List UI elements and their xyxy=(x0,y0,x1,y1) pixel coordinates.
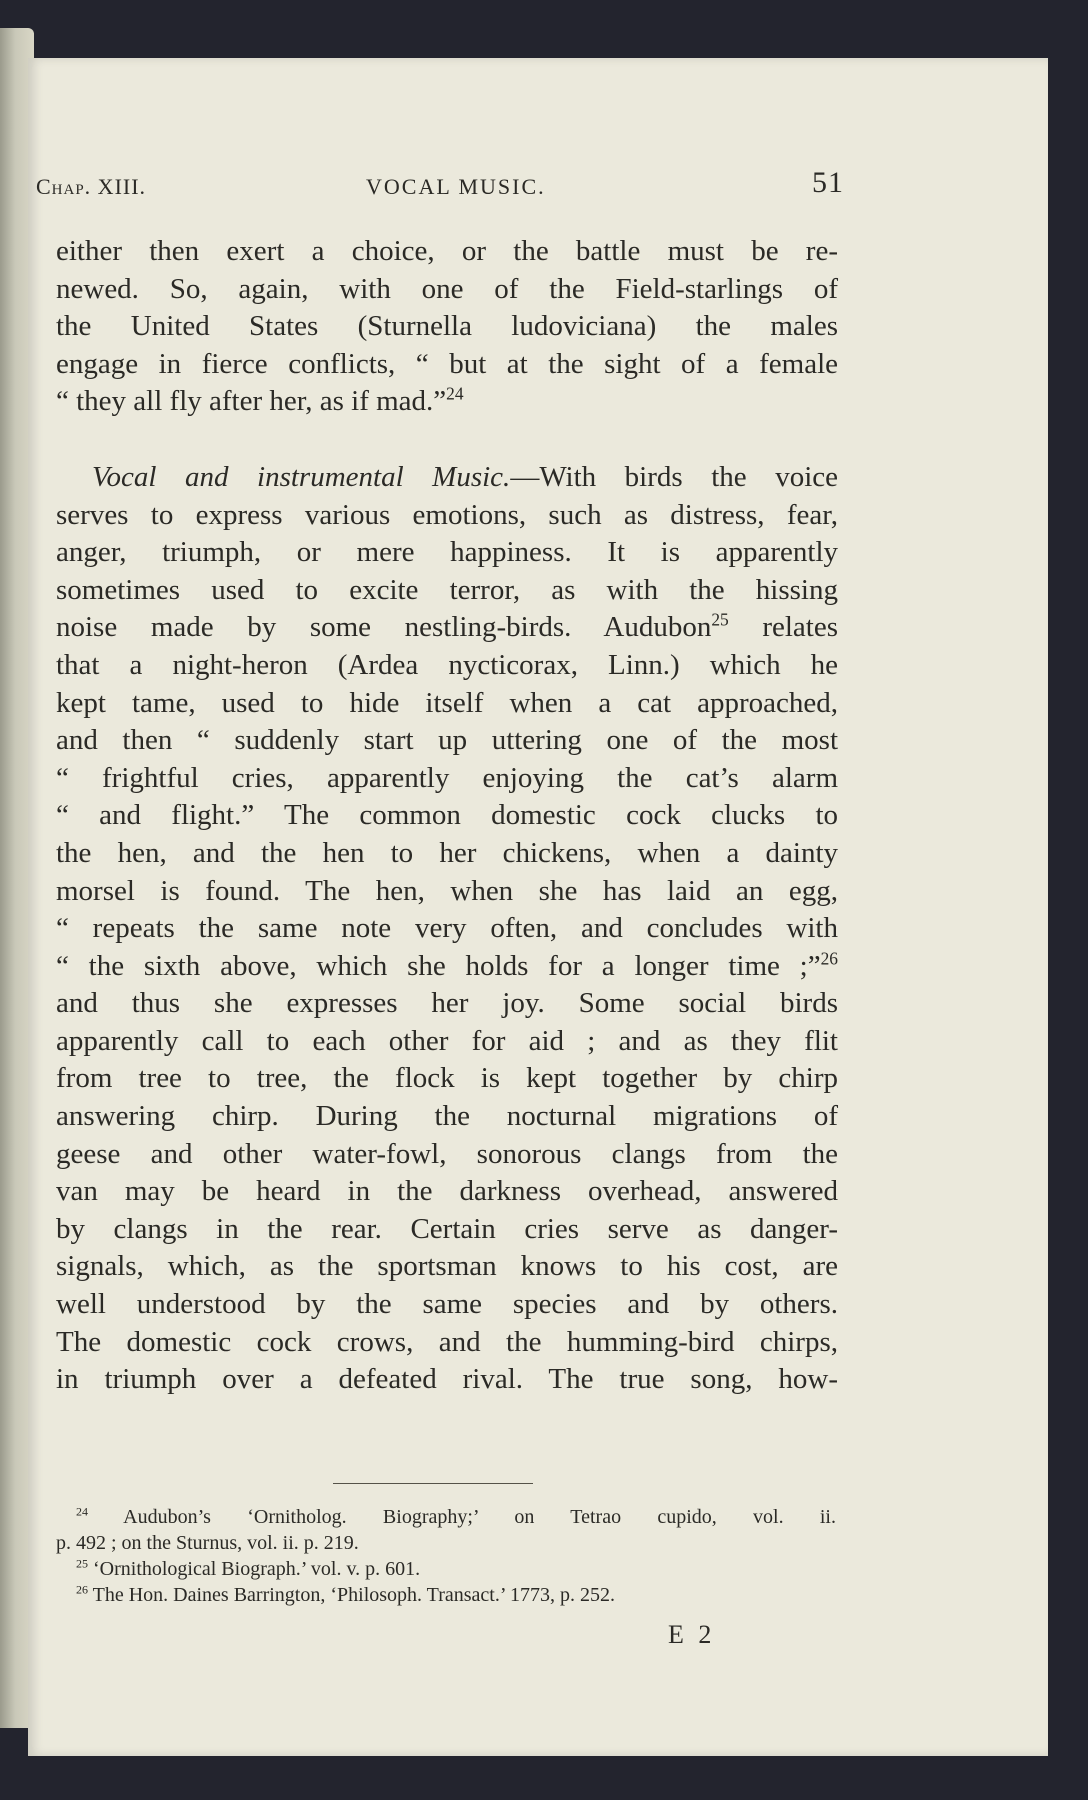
text-line: anger, triumph, or mere happiness. It is apparently xyxy=(56,536,838,569)
book-page xyxy=(28,58,1048,1756)
text-line: in triumph over a defeated rival. The true song, how- xyxy=(56,1363,838,1396)
running-header xyxy=(36,166,844,206)
running-title: VOCAL MUSIC. xyxy=(366,174,546,199)
footnote-24: $^{24}$ Audubon’s ‘Ornitholog. Biography;’ on Tetrao cupido, vol. ii. xyxy=(76,1504,836,1528)
text-line: “ and flight.” The common domestic cock clucks to xyxy=(56,799,838,832)
text-line: serves to express various emotions, such as distress, fear, xyxy=(56,498,838,531)
footnote-ref: 24 xyxy=(446,383,464,404)
text-line: signals, which, as the sportsman knows to his cost, are xyxy=(56,1250,838,1283)
text-line: noise made by some nestling-birds. Audubon$^{25}$ relates xyxy=(56,609,839,644)
text-line: engage in fierce conflicts, “ but at the sight of a female xyxy=(56,347,838,380)
text-line: The domestic cock crows, and the humming-bird chirps, xyxy=(56,1325,838,1358)
section-heading: Vocal and instrumental Music. xyxy=(92,460,511,493)
text-line: the United States (Sturnella ludoviciana) the males xyxy=(56,310,838,343)
text-line: van may be heard in the darkness overhead, answered xyxy=(56,1175,838,1208)
text-line: “ they all fly after her, as if mad.”$^{24}$ xyxy=(56,383,464,418)
section-heading-line: Vocal and instrumental Music.—With birds the voice xyxy=(92,460,838,493)
footnote-ref: 25 xyxy=(711,609,729,630)
text-line: geese and other water-fowl, sonorous clangs from the xyxy=(56,1137,838,1170)
text-line: from tree to tree, the flock is kept together by chirp xyxy=(56,1062,838,1095)
text-line: “ the sixth above, which she holds for a longer time ;”$^{26}$ xyxy=(56,948,838,982)
body-text xyxy=(56,233,838,1399)
text-line: answering chirp. During the nocturnal migrations of xyxy=(56,1100,838,1133)
text-line: well understood by the same species and by others. xyxy=(56,1288,838,1321)
text-line: either then exert a choice, or the battle must be re- xyxy=(56,235,838,267)
text-line: morsel is found. The hen, when she has laid an egg, xyxy=(56,874,838,907)
text-line: and then “ suddenly start up uttering one of the most xyxy=(56,724,838,757)
signature-mark: E 2 xyxy=(668,1620,716,1649)
text-line: and thus she expresses her joy. Some social birds xyxy=(56,987,838,1020)
text-line: newed. So, again, with one of the Field-starlings of xyxy=(56,272,838,305)
text-line: “ repeats the same note very often, and concludes with xyxy=(56,912,838,945)
text-line: sometimes used to excite terror, as with the hissing xyxy=(56,573,838,606)
text-line: kept tame, used to hide itself when a cat approached, xyxy=(56,686,838,719)
text-line: by clangs in the rear. Certain cries serve as danger- xyxy=(56,1212,838,1245)
footnote-divider xyxy=(333,1483,533,1484)
text-line: apparently call to each other for aid ; and as they flit xyxy=(56,1024,838,1057)
footnote-25: $^{25}$ ‘Ornithological Biograph.’ vol. v. p. 601. xyxy=(76,1556,421,1580)
chapter-label: Chap. XIII. xyxy=(36,174,147,199)
text-line: that a night-heron (Ardea nycticorax, Linn.) which he xyxy=(56,648,838,681)
footnote-ref: 26 xyxy=(820,948,838,969)
page-number: 51 xyxy=(812,166,844,199)
footnote-26: $^{26}$ The Hon. Daines Barrington, ‘Philosoph. Transact.’ 1773, p. 252. xyxy=(76,1582,616,1606)
text-line: the hen, and the hen to her chickens, when a dainty xyxy=(56,836,838,869)
footnote-24-cont: p. 492 ; on the Sturnus, vol. ii. p. 219. xyxy=(56,1532,359,1554)
text-line: “ frightful cries, apparently enjoying the cat’s alarm xyxy=(56,761,838,794)
footnotes xyxy=(56,1504,836,1608)
